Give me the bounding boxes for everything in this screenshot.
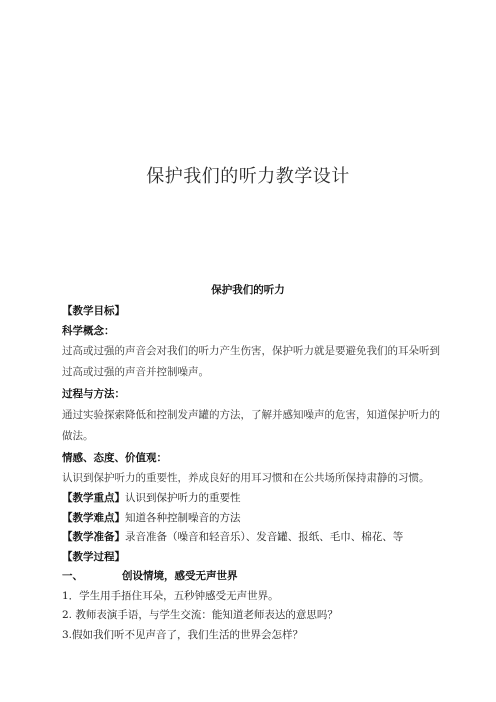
process-heading: 【教学过程】	[62, 550, 125, 563]
document-body	[62, 302, 440, 645]
key-point-text: 认识到保护听力的重要性	[125, 492, 241, 504]
objectives-heading: 【教学目标】	[62, 305, 125, 317]
step-one-title: 创设情境，感受无声世界	[122, 570, 238, 582]
science-concept-label: 科学概念：	[62, 324, 115, 337]
key-point-label: 【教学重点】	[62, 492, 125, 504]
attitude-text: 认识到保护听力的重要性，养成良好的用耳习惯和在公共场所保持肃静的习惯。	[62, 472, 430, 484]
preparation-row	[62, 528, 440, 548]
difficulty-row	[62, 509, 440, 529]
lesson-title: 保护我们的听力	[211, 284, 285, 296]
attitude-label: 情感、态度、价值观：	[62, 451, 167, 464]
list-item: 3.假如我们听不见声音了，我们生活的世界会怎样？	[62, 628, 304, 641]
preparation-label: 【教学准备】	[62, 531, 125, 543]
step-one-number: 一、	[62, 570, 83, 582]
difficulty-text: 知道各种控制噪音的方法	[125, 511, 241, 524]
step-one-heading	[62, 567, 440, 587]
list-item: 1．学生用手捂住耳朵，五秒钟感受无声世界。	[62, 589, 279, 602]
science-concept-text: 过高或过强的声音会对我们的听力产生伤害，保护听力就是要避免我们的耳朵听到过高或过强的声音并控制噪声。	[62, 345, 440, 378]
process-method-text: 通过实验探索降低和控制发声罐的方法，了解并感知噪声的危害，知道保护听力的做法。	[62, 408, 440, 442]
list-item: 2. 教师表演手语，与学生交流：能知道老师表达的意思吗？	[62, 609, 338, 621]
process-method-label: 过程与方法：	[62, 388, 125, 400]
preparation-text: 录音准备（噪音和轻音乐）、发音罐、报纸、毛巾、棉花、等	[125, 531, 404, 543]
difficulty-label: 【教学难点】	[62, 511, 125, 524]
document-title: 保护我们的听力教学设计	[146, 166, 350, 187]
key-point-row	[62, 489, 440, 509]
